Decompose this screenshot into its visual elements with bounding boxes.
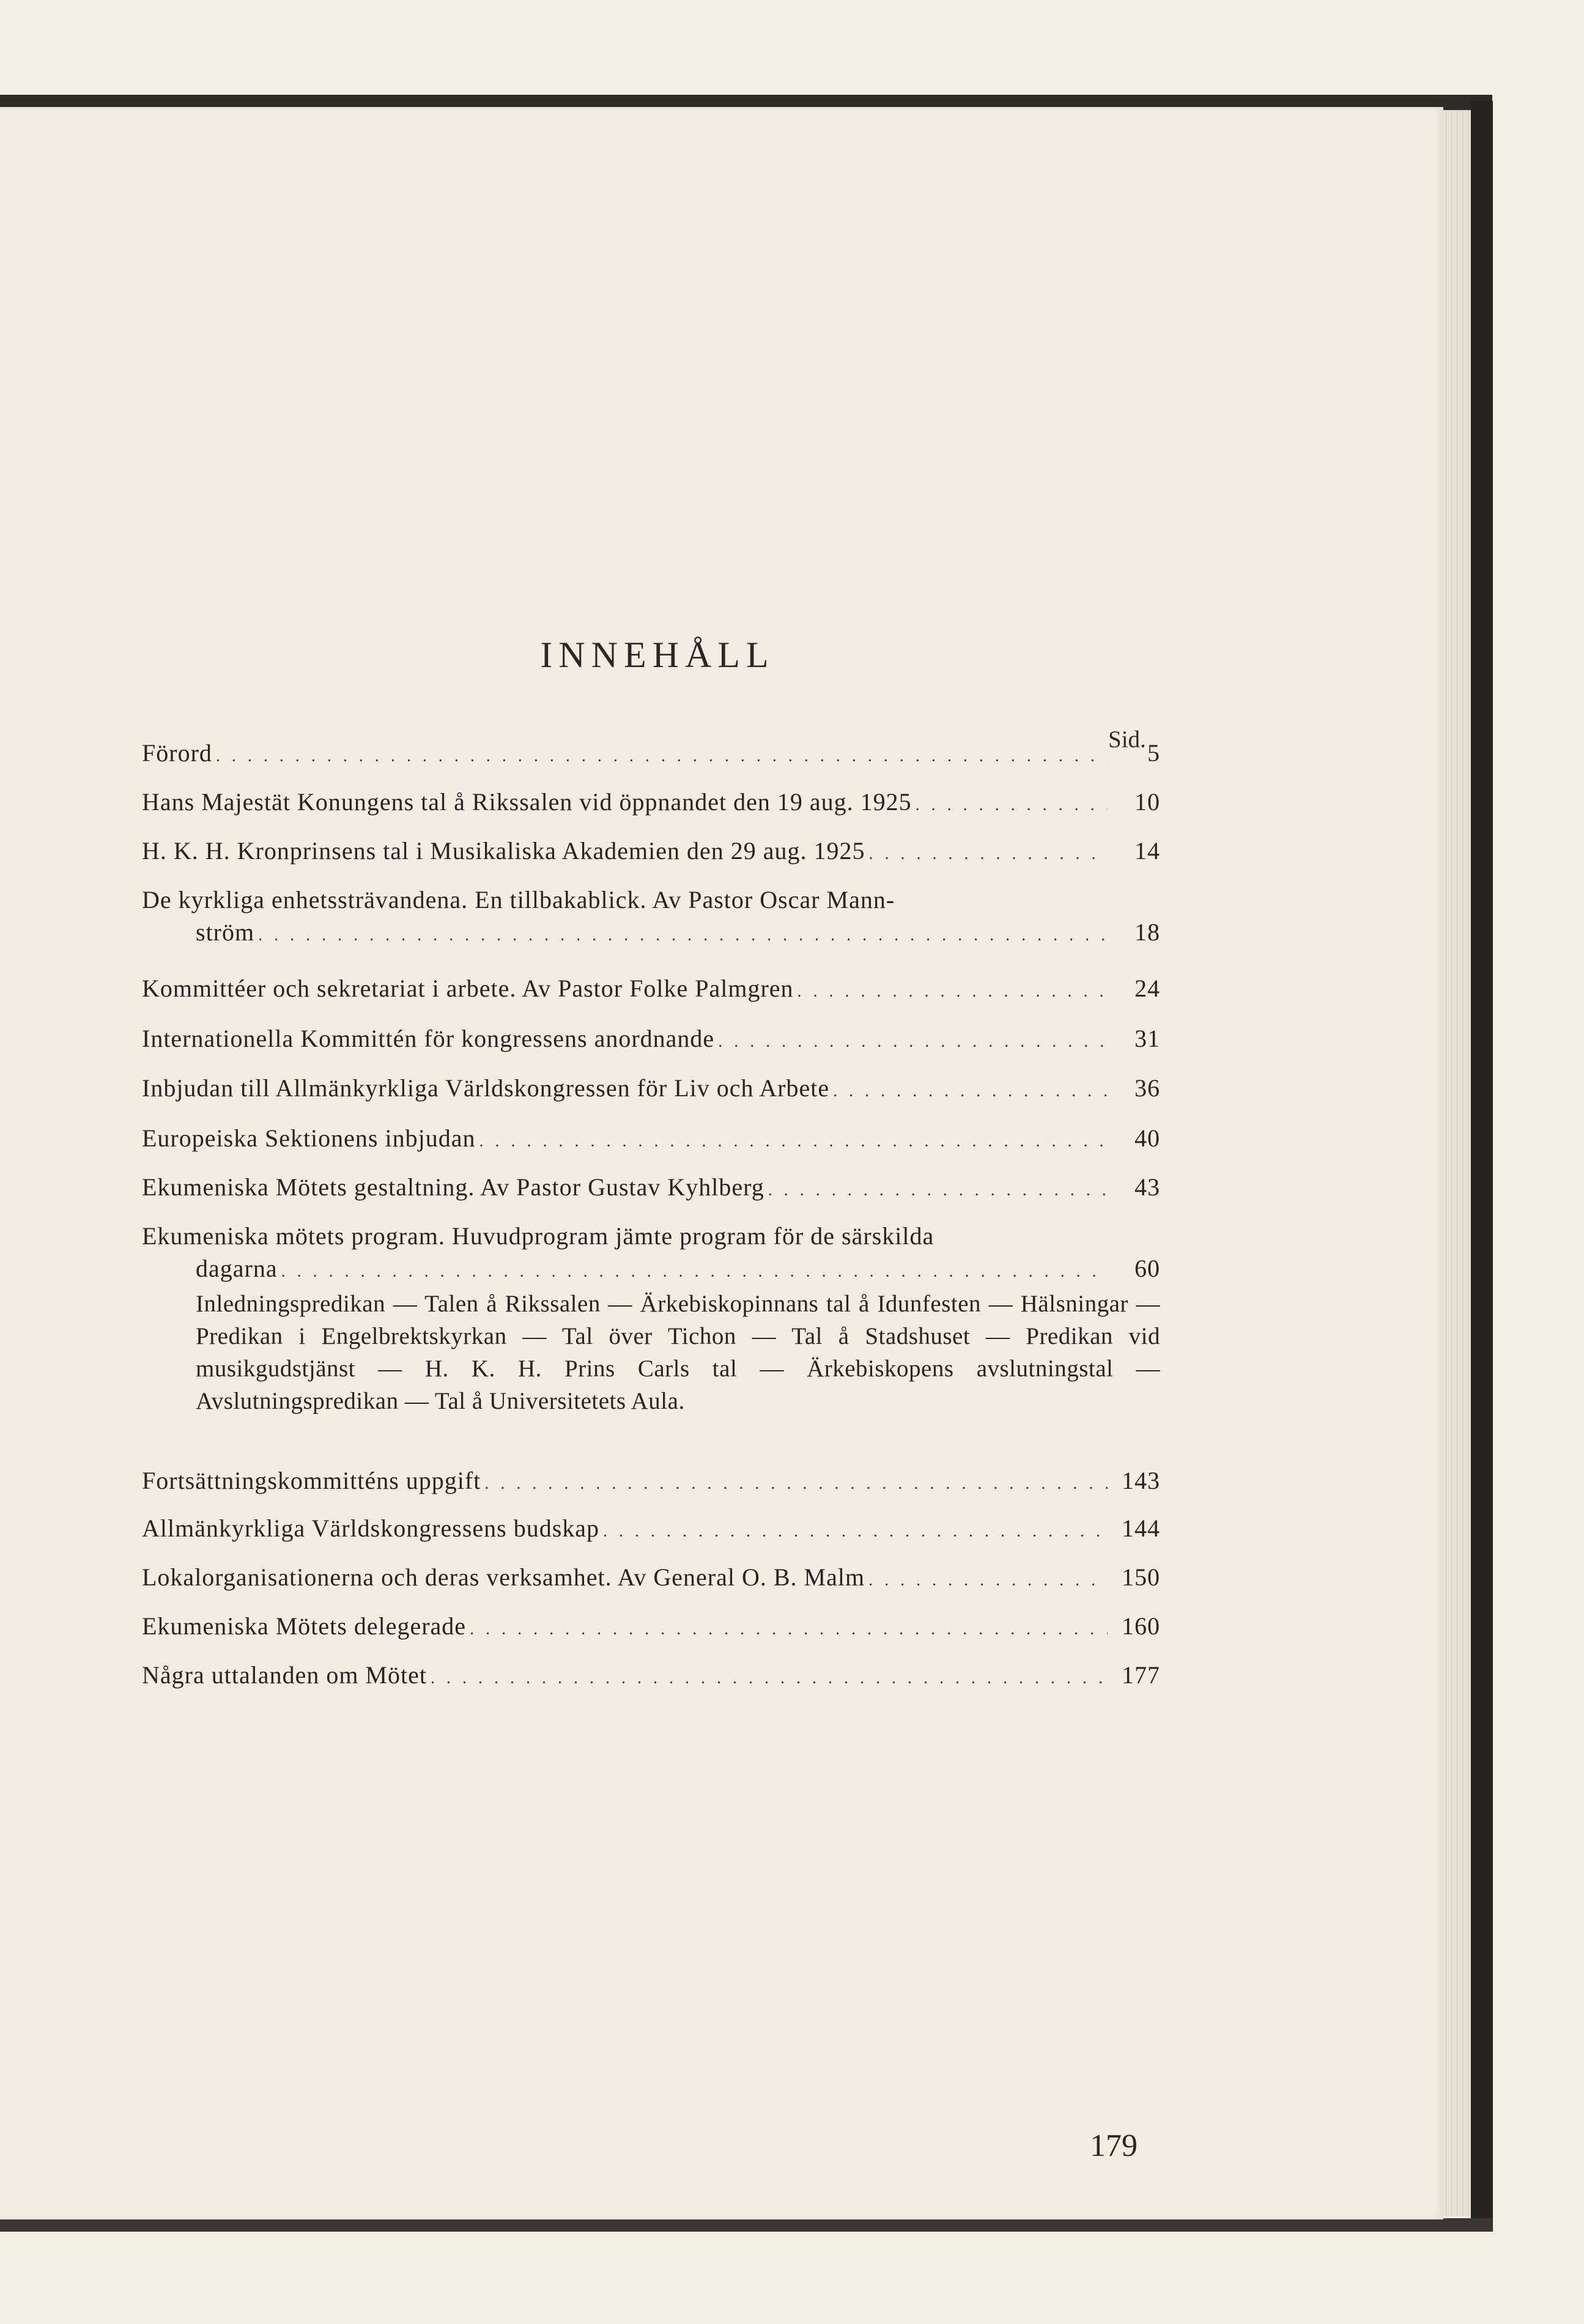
book-cover-bottom-edge	[0, 2218, 1492, 2232]
toc-entry-page: 160	[1122, 1612, 1160, 1640]
toc-entry-title: Inbjudan till Allmänkyrkliga Världskongressen för Liv och Arbete	[142, 1074, 830, 1102]
toc-entry-page: 18	[1134, 918, 1160, 946]
toc-entry-page: 36	[1134, 1074, 1160, 1102]
toc-entry	[142, 1610, 1160, 1645]
toc-entry	[142, 1171, 1160, 1206]
toc-entry-title: Förord	[142, 739, 212, 767]
toc-entry	[142, 786, 1160, 821]
toc-entry	[142, 1464, 1160, 1500]
toc-entry-page: 43	[1134, 1173, 1160, 1201]
toc-entry-title-line2: ström	[196, 918, 255, 946]
toc-entry	[142, 1512, 1160, 1547]
toc-entry-page: 60	[1134, 1255, 1160, 1282]
toc-entry	[142, 972, 1160, 1008]
dot-leader	[479, 1125, 1108, 1157]
toc-entry-title: Hans Majestät Konungens tal å Rikssalen vid öppnandet den 19 aug. 1925	[142, 788, 912, 816]
toc-entry	[142, 1072, 1160, 1107]
dot-leader	[216, 740, 1108, 772]
toc-entry-title: Några uttalanden om Mötet	[142, 1661, 427, 1689]
toc-entry	[142, 835, 1160, 870]
toc-entry-title: Ekumeniska Mötets delegerade	[142, 1612, 467, 1640]
page-number: 179	[1090, 2128, 1138, 2163]
dot-leader	[484, 1467, 1108, 1500]
toc-entry-title: Internationella Kommittén för kongressens anordnande	[142, 1025, 715, 1052]
toc-entry-description: Inledningspredikan — Talen å Rikssalen — Ärkebiskopinnans tal å Idunfesten — Hälsningar — Predikan i Engelbrektskyrkan — Tal över Tichon — Tal å Stadshuset — Predikan vid musikgudstjänst — H. K. H. Prins Carls tal — Ärkebiskopens avslutningstal — Avslutningspredikan — Tal å Universitetets Aula.	[196, 1291, 1160, 1414]
toc-entry-title: Lokalorganisationerna och deras verksamhet. Av General O. B. Malm	[142, 1563, 865, 1591]
toc-entry-page: 144	[1122, 1514, 1160, 1542]
toc-entry-program	[142, 1220, 1160, 1417]
toc-entry-title: H. K. H. Kronprinsens tal i Musikaliska Akademien den 29 aug. 1925	[142, 837, 865, 865]
toc-entry-page: 24	[1134, 975, 1160, 1002]
toc-entry-page: 31	[1134, 1025, 1160, 1052]
dot-leader	[798, 975, 1108, 1008]
toc-entry-title: Allmänkyrkliga Världskongressens budskap	[142, 1514, 600, 1542]
toc-entry-forord	[142, 737, 1160, 772]
toc-entry-page: 177	[1122, 1661, 1160, 1689]
toc-entry-page: 143	[1122, 1467, 1160, 1494]
toc-entry	[142, 1561, 1160, 1596]
toc-entry-page: 10	[1134, 788, 1160, 816]
dot-leader	[603, 1515, 1108, 1547]
dot-leader	[258, 919, 1108, 951]
toc-entry-page: 14	[1134, 837, 1160, 865]
toc-entry-title-line1: De kyrkliga enhetssträvandena. En tillbakablick. Av Pastor Oscar Mann-	[142, 886, 895, 913]
toc-entry-page: 40	[1134, 1124, 1160, 1152]
toc-entry	[142, 1122, 1160, 1157]
toc-entry	[142, 1659, 1160, 1694]
toc-entry-title: Europeiska Sektionens inbjudan	[142, 1124, 476, 1152]
dot-leader	[470, 1613, 1108, 1645]
book-page	[0, 107, 1443, 2219]
dot-leader	[281, 1255, 1108, 1288]
dot-leader	[431, 1662, 1108, 1694]
dot-leader	[768, 1174, 1108, 1206]
toc-entry-title: Kommittéer och sekretariat i arbete. Av Pastor Folke Palmgren	[142, 975, 794, 1002]
page-edges	[1443, 110, 1471, 2216]
dot-leader	[833, 1075, 1108, 1107]
toc-entry	[142, 1022, 1160, 1058]
toc-entry-page: 5	[1147, 739, 1160, 767]
dot-leader	[868, 1564, 1108, 1596]
toc-entry-title: Fortsättningskommitténs uppgift	[142, 1467, 481, 1494]
page-title: INNEHÅLL	[540, 635, 775, 675]
dot-leader	[916, 789, 1108, 821]
toc-entry	[142, 883, 1160, 951]
toc-entry-page: 150	[1122, 1563, 1160, 1591]
toc-entry-title-line1: Ekumeniska mötets program. Huvudprogram jämte program för de särskilda	[142, 1222, 934, 1250]
toc-entry-title-line2: dagarna	[196, 1255, 278, 1282]
book-cover-spine-edge	[1471, 101, 1493, 2232]
page-column-label: Sid.	[1108, 726, 1146, 753]
toc-entry-title: Ekumeniska Mötets gestaltning. Av Pastor Gustav Kyhlberg	[142, 1173, 764, 1201]
dot-leader	[869, 838, 1108, 870]
dot-leader	[718, 1025, 1108, 1058]
